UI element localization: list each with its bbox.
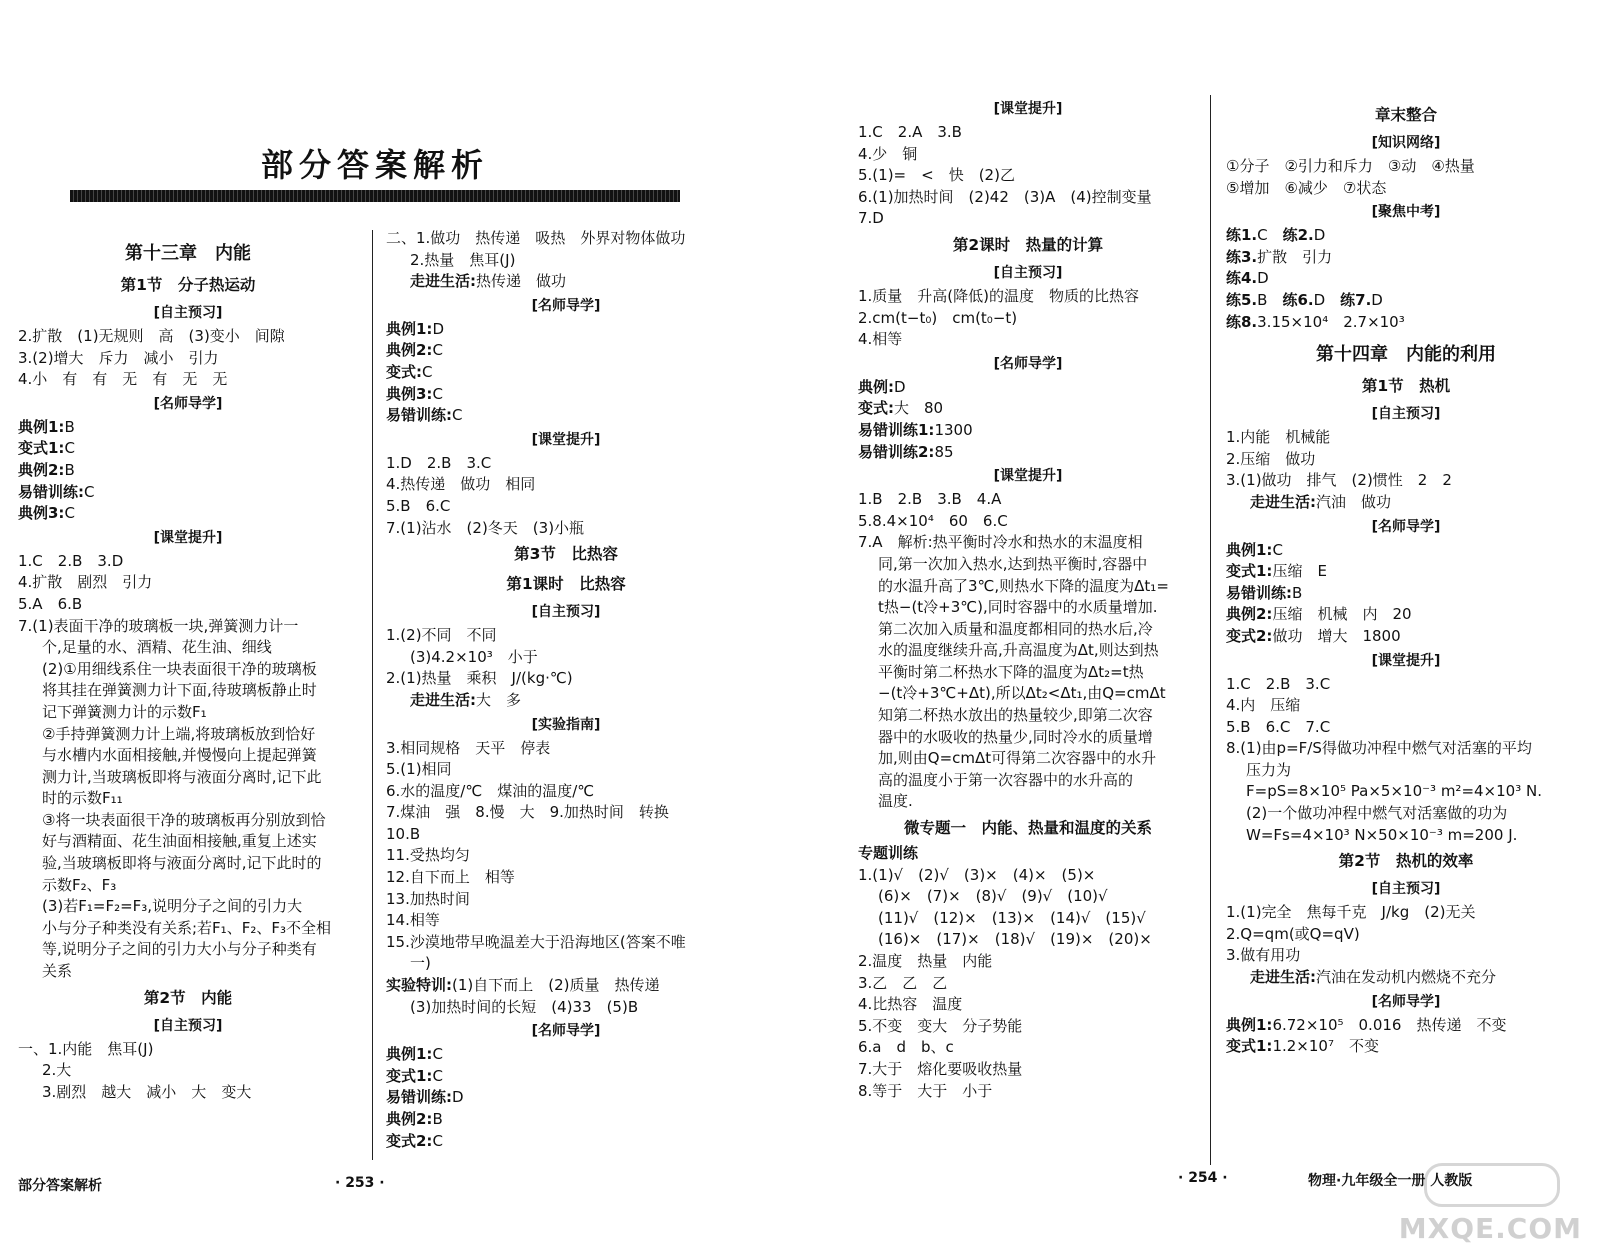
answer-label: 练6.	[1267, 290, 1314, 309]
answer-line: 11.受热均匀	[386, 846, 470, 865]
answer-line: 一)	[410, 954, 431, 973]
answer-line	[386, 362, 746, 384]
answer-line	[1226, 561, 1586, 583]
answer-label: 易错训练:	[386, 406, 452, 425]
subsection-label: [课堂提升]	[993, 101, 1063, 117]
answer-line	[1226, 967, 1586, 989]
answer-line: 5.B 6.C 7.C	[1226, 717, 1331, 736]
answer-text: 压缩 机械 内 20	[1272, 605, 1412, 624]
answer-line: (2)①用细线系住一块表面很干净的玻璃板	[42, 659, 317, 678]
answer-line: W=Fs=4×10³ N×50×10⁻³ m=200 J.	[1246, 825, 1518, 844]
subsection-label: [自主预习]	[1371, 406, 1441, 423]
answer-line: 温度.	[878, 792, 913, 811]
answer-label: 走进生活:	[410, 690, 476, 709]
answer-label: 走进生活:	[1250, 492, 1316, 511]
answer-line: 一、1.内能 焦耳(J)	[18, 1039, 154, 1058]
answer-text: C	[432, 1066, 443, 1085]
answer-label: 变式1:	[18, 439, 65, 458]
answer-text: B	[1292, 583, 1303, 602]
answer-line: 压力为	[1246, 760, 1292, 779]
answer-text: C	[84, 482, 95, 501]
answer-line: ②手持弹簧测力计上端,将玻璃板放到恰好	[42, 724, 316, 743]
answer-line: 2.热量 焦耳(J)	[410, 250, 516, 269]
answer-line: 1.C 2.B 3.C	[1226, 674, 1331, 693]
answer-line: (16)× (17)× (18)√ (19)× (20)×	[878, 930, 1152, 949]
column-divider	[1210, 95, 1211, 1165]
answer-line: 4.内 压缩	[1226, 696, 1301, 715]
answer-line: 3.(2)增大 斥力 减小 引力	[18, 348, 219, 367]
answer-text: C	[1257, 226, 1268, 245]
answer-label: 变式2:	[386, 1131, 433, 1150]
answer-label: 易错训练1:	[858, 420, 935, 439]
answer-line: 4.相等	[858, 330, 903, 349]
answer-line	[858, 398, 1198, 420]
section-heading: 第1节 分子热运动	[120, 276, 256, 294]
answer-line: ⑤增加 ⑥减少 ⑦状态	[1226, 178, 1387, 197]
answer-line: ③将一块表面很干净的玻璃板再分别放到恰	[42, 810, 326, 829]
answer-text: D	[1313, 226, 1326, 245]
answer-text: D	[1257, 269, 1269, 288]
section-heading: 第2节 热机的效率	[1338, 852, 1474, 871]
answer-line	[1226, 1036, 1586, 1058]
answer-line: 5.A 6.B	[18, 594, 83, 613]
answer-label: 易错训练:	[18, 482, 84, 501]
answer-text: B	[432, 1110, 443, 1128]
answer-text: 大 80	[894, 399, 944, 418]
subsection-label: [聚焦中考]	[1371, 204, 1441, 221]
subsection-label: [名师导学]	[1371, 518, 1441, 535]
answer-text: D	[1371, 290, 1383, 309]
answer-line	[386, 1131, 746, 1153]
answer-label: 练1.	[1226, 226, 1258, 245]
footer-right: 物理·九年级全一册 人教版	[1308, 1173, 1473, 1189]
answer-line: 7.(1)沾水 (2)冬天 (3)小瓶	[386, 518, 585, 537]
answer-line	[1226, 312, 1586, 334]
section-heading: 第2课时 热量的计算	[952, 235, 1104, 254]
answer-line: 关系	[42, 962, 73, 981]
answer-text: D	[1313, 290, 1326, 309]
answer-label: 练5.	[1226, 290, 1258, 309]
answer-line: 5.(1)= < 快 (2)乙	[858, 166, 1015, 185]
answer-label: 变式2:	[1226, 626, 1273, 645]
answer-line	[1226, 1015, 1586, 1037]
answer-line: 时的示数F₁₁	[42, 789, 123, 808]
subsection-label: [自主预习]	[993, 264, 1063, 281]
answer-line	[1226, 290, 1586, 312]
answer-line: 6.(1)加热时间 (2)42 (3)A (4)控制变量	[858, 187, 1152, 206]
answer-line: F=pS=8×10⁵ Pa×5×10⁻³ m²=4×10³ N.	[1246, 782, 1542, 801]
answer-label: 练8.	[1226, 312, 1258, 331]
answer-line	[18, 438, 358, 460]
answer-line	[386, 1066, 746, 1088]
answer-text: 压缩 E	[1272, 562, 1327, 581]
answer-line: t热−(t冷+3℃),同时容器中的水质量增加.	[878, 598, 1158, 617]
answer-label: 变式:	[858, 399, 894, 418]
answer-label: 典例3:	[386, 384, 433, 403]
answer-text: C	[64, 504, 75, 523]
answer-line: 8.等于 大于 小于	[858, 1081, 993, 1100]
answer-label: 典例2:	[386, 341, 433, 360]
subsection-label: [自主预习]	[1371, 881, 1441, 898]
answer-label: 变式1:	[1226, 1037, 1273, 1056]
answer-label: 典例1:	[18, 417, 65, 436]
answer-line: 与水槽内水面相接触,并慢慢向上提起弹簧	[42, 746, 317, 765]
subsection-label: [自主预习]	[531, 604, 601, 621]
chapter-heading: 第十三章 内能	[125, 243, 251, 264]
answer-line: ①分子 ②引力和斥力 ③动 ④热量	[1226, 157, 1475, 175]
answer-line	[18, 503, 358, 525]
answer-line	[1226, 225, 1586, 247]
subsection-label: [自主预习]	[153, 305, 223, 321]
column-1	[18, 232, 358, 1103]
answer-line	[858, 442, 1198, 464]
footer-left: 部分答案解析	[18, 1178, 102, 1194]
answer-text: 汽油 做功	[1316, 492, 1392, 511]
answer-label: 走进生活:	[1250, 968, 1316, 987]
subsection-label: [名师导学]	[1371, 993, 1441, 1010]
section-heading: 第3节 比热容	[514, 545, 618, 564]
answer-line: 7.(1)表面干净的玻璃板一块,弹簧测力计一	[18, 616, 299, 635]
answer-line	[386, 384, 746, 406]
answer-line: 5.(1)相同	[386, 760, 452, 779]
answer-line: 记下弹簧测力计的示数F₁	[42, 702, 207, 721]
answer-line: 平衡时第二杯热水下降的温度为Δt₂=t热	[878, 662, 1144, 681]
answer-line: (11)√ (12)× (13)× (14)√ (15)√	[878, 908, 1146, 927]
answer-line: 将其挂在弹簧测力计下面,待玻璃板静止时	[42, 681, 317, 700]
answer-line: 4.小 有 有 无 有 无 无	[18, 370, 228, 389]
answer-line	[1226, 540, 1586, 562]
section-heading: 微专题一 内能、热量和温度的关系	[903, 819, 1152, 838]
answer-line	[858, 420, 1198, 442]
answer-line	[386, 1087, 746, 1109]
answer-line: 12.自下而上 相等	[386, 868, 515, 887]
answer-line: 个,足量的水、酒精、花生油、细线	[42, 638, 272, 657]
answer-text: 汽油在发动机内燃烧不充分	[1316, 968, 1497, 987]
section-heading: 第2节 内能	[143, 988, 233, 1007]
answer-text: C	[432, 1131, 443, 1150]
answer-line: 5.不变 变大 分子势能	[858, 1016, 1023, 1035]
answer-label: 专题训练	[858, 844, 919, 863]
answer-label: 典例:	[858, 377, 894, 396]
answer-text: C	[1272, 540, 1283, 559]
answer-text: C	[432, 384, 443, 403]
title-bar	[70, 190, 680, 202]
answer-line	[386, 405, 746, 427]
answer-line: 6.水的温度/℃ 煤油的温度/℃	[386, 781, 595, 800]
answer-line	[1226, 626, 1586, 648]
answer-line: 水的温度继续升高,升高温度为Δt,则达到热	[878, 641, 1159, 660]
answer-line: 2.温度 热量 内能	[858, 952, 993, 970]
answer-line: 1.D 2.B 3.C	[386, 453, 492, 472]
answer-text: D	[452, 1088, 464, 1107]
answer-line: 8.(1)由p=F/S得做功冲程中燃气对活塞的平均	[1226, 739, 1532, 758]
main-title: 部分答案解析	[260, 146, 489, 184]
subsection-label: [课堂提升]	[531, 431, 601, 448]
answer-line: 7.D	[858, 209, 884, 228]
answer-text: (1)自下而上 (2)质量 热传递	[452, 976, 660, 995]
answer-line: 好与酒精面、花生油面相接触,重复上述实	[42, 832, 317, 851]
answer-line: 7.大于 熔化要吸收热量	[858, 1059, 1023, 1078]
answer-label: 练7.	[1325, 290, 1372, 309]
answer-line	[18, 482, 358, 504]
answer-line: 二、1.做功 热传递 吸热 外界对物体做功	[386, 229, 686, 247]
subsection-label: [名师导学]	[531, 1023, 601, 1040]
answer-label: 练4.	[1226, 269, 1258, 288]
answer-line: 的水温升高了3℃,则热水下降的温度为Δt₁=	[878, 576, 1169, 595]
answer-line: 2.扩散 (1)无规则 高 (3)变小 间隙	[18, 327, 285, 345]
answer-line: 1.(2)不同 不同	[386, 626, 497, 645]
subsection-label: [课堂提升]	[153, 529, 223, 546]
answer-line	[1226, 583, 1586, 605]
answer-label: 实验特训:	[386, 976, 452, 995]
answer-line	[386, 340, 746, 362]
answer-text: 3.15×10⁴ 2.7×10³	[1257, 312, 1405, 331]
answer-line	[18, 460, 358, 482]
answer-label: 易错训练:	[386, 1088, 452, 1107]
watermark-stamp-icon	[1424, 1163, 1560, 1207]
answer-line: 4.比热容 温度	[858, 995, 963, 1014]
subsection-label: [知识网络]	[1371, 135, 1441, 151]
answer-line	[386, 690, 746, 712]
answer-line: 3.做有用功	[1226, 946, 1301, 965]
answer-line: 1.内能 机械能	[1226, 428, 1331, 447]
answer-line: 15.沙漠地带早晚温差大于沿海地区(答案不唯	[386, 932, 686, 951]
answer-text: B	[64, 417, 75, 436]
answer-text: C	[422, 362, 433, 381]
answer-line: 1.B 2.B 3.B 4.A	[858, 490, 1002, 509]
answer-line: 2.压缩 做功	[1226, 449, 1316, 468]
answer-line: 验,当玻璃板即将与液面分离时,记下此时的	[42, 854, 322, 873]
subsection-label: [课堂提升]	[1371, 652, 1441, 669]
answer-line: 3.乙 乙 乙	[858, 973, 948, 992]
answer-label: 变式1:	[386, 1066, 433, 1085]
answer-line	[1226, 268, 1586, 290]
subsection-label: [名师导学]	[153, 395, 223, 412]
section-heading: 第1课时 比热容	[506, 575, 626, 594]
answer-line: 1.C 2.A 3.B	[858, 123, 962, 141]
answer-line: 2.cm(t−t₀) cm(t₀−t)	[858, 308, 1018, 327]
answer-line: 3.(1)做功 排气 (2)惯性 2 2	[1226, 471, 1452, 490]
answer-label: 典例2:	[18, 460, 65, 479]
answer-text: C	[452, 406, 463, 425]
answer-text: 1300	[934, 420, 973, 439]
answer-text: 1.2×10⁷ 不变	[1272, 1037, 1379, 1056]
answer-label: 易错训练2:	[858, 442, 935, 461]
answer-label: 典例3:	[18, 504, 65, 523]
answer-line: 等,说明分子之间的引力大小与分子种类有	[42, 940, 317, 959]
answer-line: 5.B 6.C	[386, 496, 451, 515]
answer-label: 典例1:	[1226, 1015, 1273, 1034]
answer-text: 热传递 做功	[476, 272, 567, 291]
subsection-label: [名师导学]	[993, 355, 1063, 372]
answer-line: 4.扩散 剧烈 引力	[18, 573, 153, 592]
answer-line: 10.B	[386, 824, 421, 843]
column-2	[386, 228, 746, 1152]
watermark: MXQE.COM	[1398, 1212, 1582, 1245]
answer-label: 变式1:	[1226, 562, 1273, 581]
answer-line: 3.相同规格 天平 停表	[386, 738, 551, 757]
answer-line	[386, 1044, 746, 1066]
answer-text: 扩散 引力	[1257, 247, 1333, 266]
chapter-heading: 第十四章 内能的利用	[1316, 344, 1496, 366]
answer-line: 1.(1)√ (2)√ (3)× (4)× (5)×	[858, 865, 1096, 884]
answer-line: 6.a d b、c	[858, 1038, 954, 1057]
answer-label: 典例1:	[1226, 540, 1273, 559]
answer-label: 典例1:	[386, 1045, 433, 1064]
answer-line	[386, 975, 746, 997]
answer-line	[1226, 492, 1586, 514]
section-heading: 第1节 热机	[1361, 377, 1451, 396]
answer-line: 4.少 铜	[858, 144, 918, 163]
column-4	[1226, 100, 1586, 1058]
answer-label: 练3.	[1226, 247, 1258, 266]
answer-text: C	[432, 1045, 443, 1064]
answer-label: 变式:	[386, 362, 422, 381]
section-heading: 章末整合	[1374, 106, 1437, 124]
answer-text: 大 多	[476, 690, 522, 709]
answer-line	[386, 271, 746, 293]
page-number-left: · 253 ·	[335, 1175, 385, 1191]
answer-line: 3.剧烈 越大 减小 大 变大	[42, 1082, 252, 1101]
subsection-label: [名师导学]	[531, 297, 601, 314]
answer-line: 1.C 2.B 3.D	[18, 551, 124, 570]
answer-text: 做功 增大 1800	[1272, 626, 1401, 645]
subsection-label: [自主预习]	[153, 1017, 223, 1034]
answer-line: 第二次加入质量和温度都相同的热水后,冷	[878, 619, 1153, 638]
answer-line	[1226, 604, 1586, 626]
answer-line	[386, 1109, 746, 1131]
answer-label: 练2.	[1267, 226, 1314, 245]
answer-label: 典例2:	[386, 1110, 433, 1128]
answer-text: C	[64, 439, 75, 458]
answer-line: 器中的水吸收的热量少,同时冷水的质量增	[878, 727, 1153, 746]
answer-line: −(t冷+3℃+Δt),所以Δt₂<Δt₁,由Q=cmΔt	[878, 684, 1166, 703]
answer-text: D	[894, 377, 906, 396]
subsection-label: [实验指南]	[531, 716, 601, 733]
page-number-right: · 254 ·	[1178, 1170, 1228, 1186]
answer-line: 高的温度小于第一次容器中的水升高的	[878, 770, 1134, 789]
answer-text: B	[64, 460, 75, 479]
answer-line: 同,第一次加入热水,达到热平衡时,容器中	[878, 554, 1148, 573]
answer-line: (3)若F₁=F₂=F₃,说明分子之间的引力大	[42, 897, 303, 916]
right-page	[800, 0, 1600, 1259]
answer-line: 2.(1)热量 乘积 J/(kg·℃)	[386, 669, 573, 688]
subsection-label: [课堂提升]	[993, 468, 1063, 485]
answer-line: 加,则由Q=cmΔt可得第二次容器中的水升	[878, 749, 1157, 768]
answer-line: 测力计,当玻璃板即将与液面分离时,记下此	[42, 767, 322, 786]
answer-line: (2)一个做功冲程中燃气对活塞做的功为	[1246, 804, 1508, 823]
answer-label: 典例2:	[1226, 605, 1273, 624]
answer-line: 1.(1)完全 焦每千克 J/kg (2)无关	[1226, 903, 1476, 922]
answer-line: 1.质量 升高(降低)的温度 物质的比热容	[858, 286, 1140, 305]
column-3	[858, 96, 1198, 1102]
answer-line: 5.8.4×10⁴ 60 6.C	[858, 511, 1008, 530]
answer-text: 85	[934, 442, 954, 461]
answer-line: 4.热传递 做功 相同	[386, 475, 536, 494]
answer-line: 13.加热时间	[386, 889, 470, 908]
answer-text: C	[432, 341, 443, 360]
answer-line: 2.大	[42, 1061, 72, 1080]
answer-line: 7.A 解析:热平衡时冷水和热水的末温度相	[858, 533, 1143, 552]
answer-text: 6.72×10⁵ 0.016 热传递 不变	[1272, 1015, 1507, 1034]
answer-line: 14.相等	[386, 911, 440, 930]
answer-line: (6)× (7)× (8)√ (9)√ (10)√	[878, 887, 1108, 906]
answer-line: 7.煤油 强 8.慢 大 9.加热时间 转换	[386, 803, 669, 822]
answer-line	[858, 843, 1198, 865]
answer-line: 2.Q=qm(或Q=qV)	[1226, 924, 1360, 943]
answer-line: 示数F₂、F₃	[42, 875, 117, 894]
answer-line	[18, 417, 358, 439]
column-divider	[372, 230, 373, 1160]
answer-line	[858, 377, 1198, 399]
answer-text: D	[432, 319, 444, 338]
answer-text: B	[1257, 290, 1268, 309]
answer-line	[1226, 247, 1586, 269]
answer-line: (3)加热时间的长短 (4)33 (5)B	[410, 997, 639, 1016]
answer-line: (3)4.2×10³ 小于	[410, 647, 538, 666]
answer-label: 易错训练:	[1226, 583, 1292, 602]
answer-label: 走进生活:	[410, 272, 476, 291]
answer-line	[386, 319, 746, 341]
answer-line: 小与分子种类没有关系;若F₁、F₂、F₃不全相	[42, 918, 331, 937]
answer-label: 典例1:	[386, 319, 433, 338]
answer-line: 知第二杯热水放出的热量较少,即第二次容	[878, 706, 1153, 725]
